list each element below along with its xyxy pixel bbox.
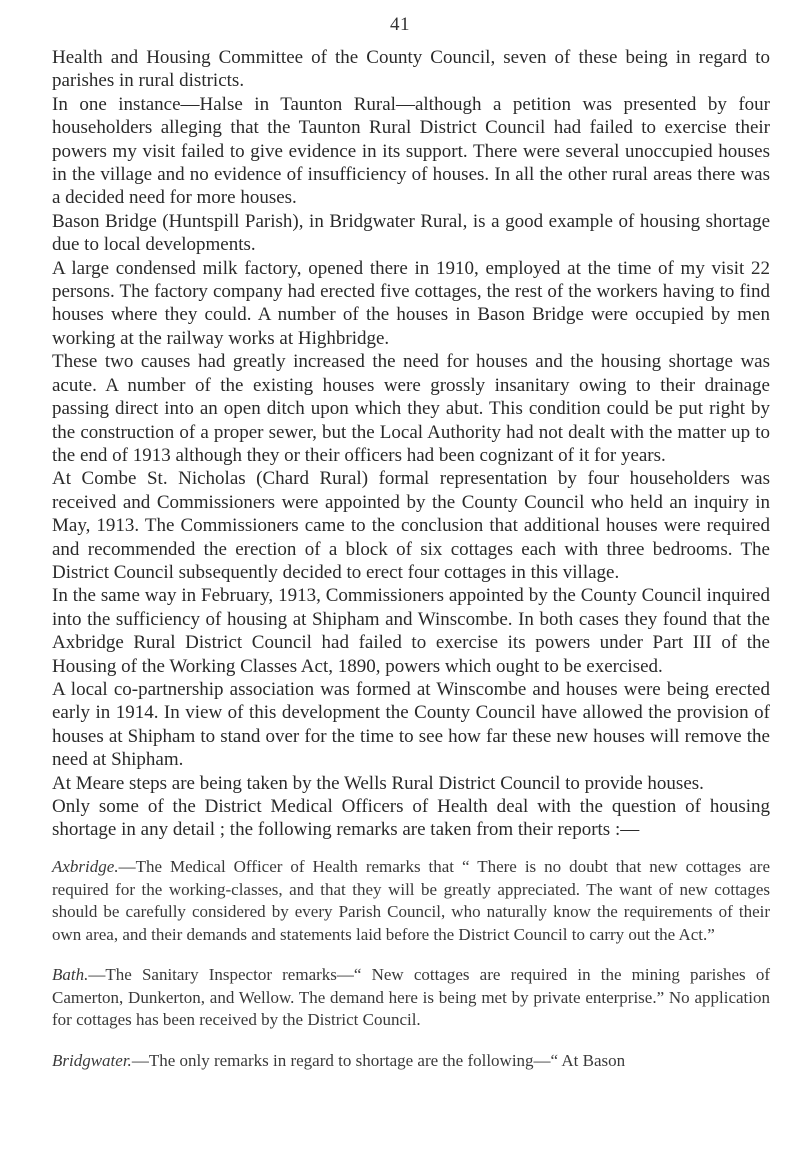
paragraph: Bason Bridge (Huntspill Parish), in Bridgwater Rural, is a good example of housing shortage due to local developments. bbox=[52, 210, 770, 256]
report-text: —The only remarks in regard to shortage are the following—“ At Bason bbox=[131, 1050, 626, 1070]
report-axbridge bbox=[52, 856, 770, 946]
page-number: 41 bbox=[390, 14, 410, 35]
district-reports bbox=[52, 856, 770, 1090]
body-text bbox=[52, 46, 770, 842]
paragraph: These two causes had greatly increased the need for houses and the housing shortage was acute. A number of the existing houses were grossly insanitary owing to their drainage passing direct into an open ditch upon which they abut. This condition could be put right by the construction of a proper sewer, but the Local Authority had not dealt with the matter up to the end of 1913 although they or their officers had been cognizant of it for years. bbox=[52, 351, 770, 466]
paragraph: Health and Housing Committee of the County Council, seven of these being in regard to parishes in rural districts. bbox=[52, 47, 770, 92]
paragraph: A local co-partnership association was formed at Winscombe and houses were being erected early in 1914. In view of this development the County Council have allowed the provision of houses at Shipham to stand over for the time to see how far these new houses will remove the need at Shipham. bbox=[52, 678, 770, 771]
report-place: Bath. bbox=[52, 965, 89, 984]
paragraph: In one instance—Halse in Taunton Rural—although a petition was presented by four householders alleging that the Taunton Rural District Council had failed to exercise their powers my visit failed to give evidence in its support. There were several unoccupied houses in the village and no evidence of insufficiency of houses. In all the other rural areas there was a decided need for more houses. bbox=[52, 93, 770, 209]
report-place: Axbridge. bbox=[52, 857, 119, 876]
paragraph: At Combe St. Nicholas (Chard Rural) formal representation by four householders was received and Commissioners were appointed by the County Council who held an inquiry in May, 1913. The Commissioners came to the conclusion that additional houses were required and recommended the erection of a block of six cottages each with three bedrooms. The District Council subsequently decided to erect four cottages in this village. bbox=[52, 468, 770, 583]
report-place: Bridgwater. bbox=[52, 1050, 132, 1070]
paragraph: In the same way in February, 1913, Commissioners appointed by the County Council inquired into the sufficiency of housing at Shipham and Winscombe. In both cases they found that the Axbridge Rural District Council had failed to exercise its powers under Part III of the Housing of the Working Classes Act, 1890, powers which ought to be exercised. bbox=[52, 585, 770, 677]
report-bridgwater bbox=[52, 1050, 770, 1073]
paragraph: At Meare steps are being taken by the Wells Rural District Council to provide houses. bbox=[52, 772, 704, 794]
report-bath bbox=[52, 964, 770, 1032]
report-text: —The Sanitary Inspector remarks—“ New cottages are required in the mining parishes of Camerton, Dunkerton, and Wellow. The demand here is being met by private enterprise.” No application for cottages has been received by the District Council. bbox=[52, 965, 770, 1029]
report-text: —The Medical Officer of Health remarks that “ There is no doubt that new cottages are required for the working-classes, and that they will be greatly appreciated. The want of new cottages should be carefully considered by every Parish Council, who naturally know the requirements of their own area, and their demands and statements laid before the District Council to carry out the Act.” bbox=[52, 857, 770, 944]
paragraph: A large condensed milk factory, opened there in 1910, employed at the time of my visit 22 persons. The factory company had erected five cottages, the rest of the workers having to find houses where they could. A number of the houses in Bason Bridge were occupied by men working at the railway works at Highbridge. bbox=[52, 257, 770, 349]
paragraph: Only some of the District Medical Officers of Health deal with the question of housing shortage in any detail ; the following remarks are taken from their reports :— bbox=[52, 796, 770, 841]
